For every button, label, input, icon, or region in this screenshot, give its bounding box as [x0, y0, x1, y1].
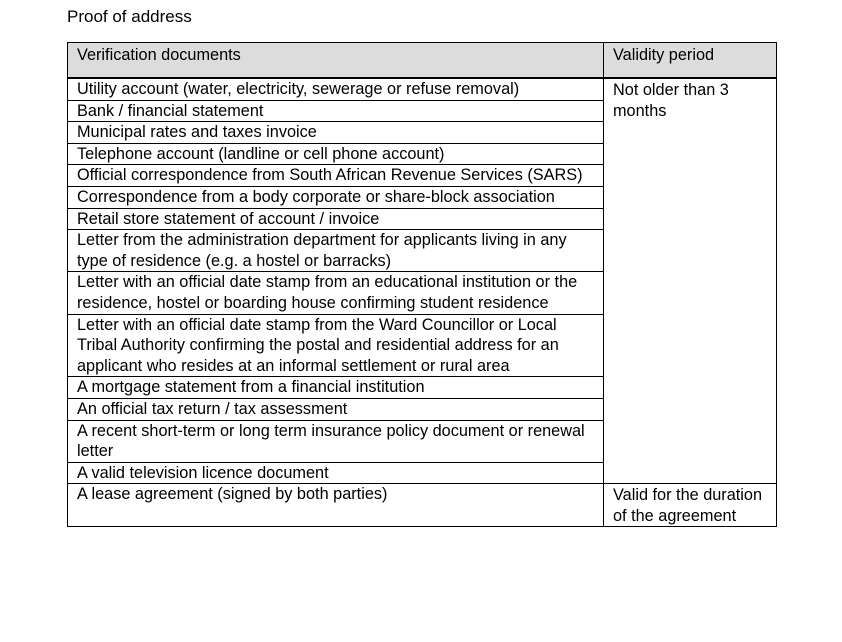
header-validity-period: Validity period — [604, 43, 777, 79]
proof-of-address-table — [67, 42, 777, 527]
document-cell: A lease agreement (signed by both parties) — [68, 484, 604, 527]
table-row — [68, 484, 777, 527]
document-cell: A mortgage statement from a financial institution — [68, 377, 604, 399]
document-cell: Official correspondence from South African Revenue Services (SARS) — [68, 165, 604, 187]
table-row — [68, 78, 777, 100]
document-cell: Utility account (water, electricity, sewerage or refuse removal) — [68, 78, 604, 100]
document-cell: A valid television licence document — [68, 462, 604, 484]
document-cell: Letter from the administration department for applicants living in any type of residence (e.g. a hostel or barracks) — [68, 230, 604, 272]
validity-cell-lease: Valid for the duration of the agreement — [604, 484, 777, 527]
page-title: Proof of address — [67, 7, 192, 26]
document-cell: Retail store statement of account / invoice — [68, 208, 604, 230]
document-cell: Letter with an official date stamp from an educational institution or the residence, hostel or boarding house confirming student residence — [68, 272, 604, 314]
table-header-row — [68, 43, 777, 79]
validity-cell-general: Not older than 3 months — [604, 78, 777, 484]
document-cell: An official tax return / tax assessment — [68, 398, 604, 420]
document-cell: Telephone account (landline or cell phone account) — [68, 143, 604, 165]
document-cell: Letter with an official date stamp from the Ward Councillor or Local Tribal Authority confirming the postal and residential address for an applicant who resides at an informal settlement or rural area — [68, 314, 604, 377]
document-cell: Correspondence from a body corporate or share-block association — [68, 186, 604, 208]
document-cell: A recent short-term or long term insurance policy document or renewal letter — [68, 420, 604, 462]
document-cell: Bank / financial statement — [68, 100, 604, 122]
document-cell: Municipal rates and taxes invoice — [68, 122, 604, 144]
header-verification-documents: Verification documents — [68, 43, 604, 79]
